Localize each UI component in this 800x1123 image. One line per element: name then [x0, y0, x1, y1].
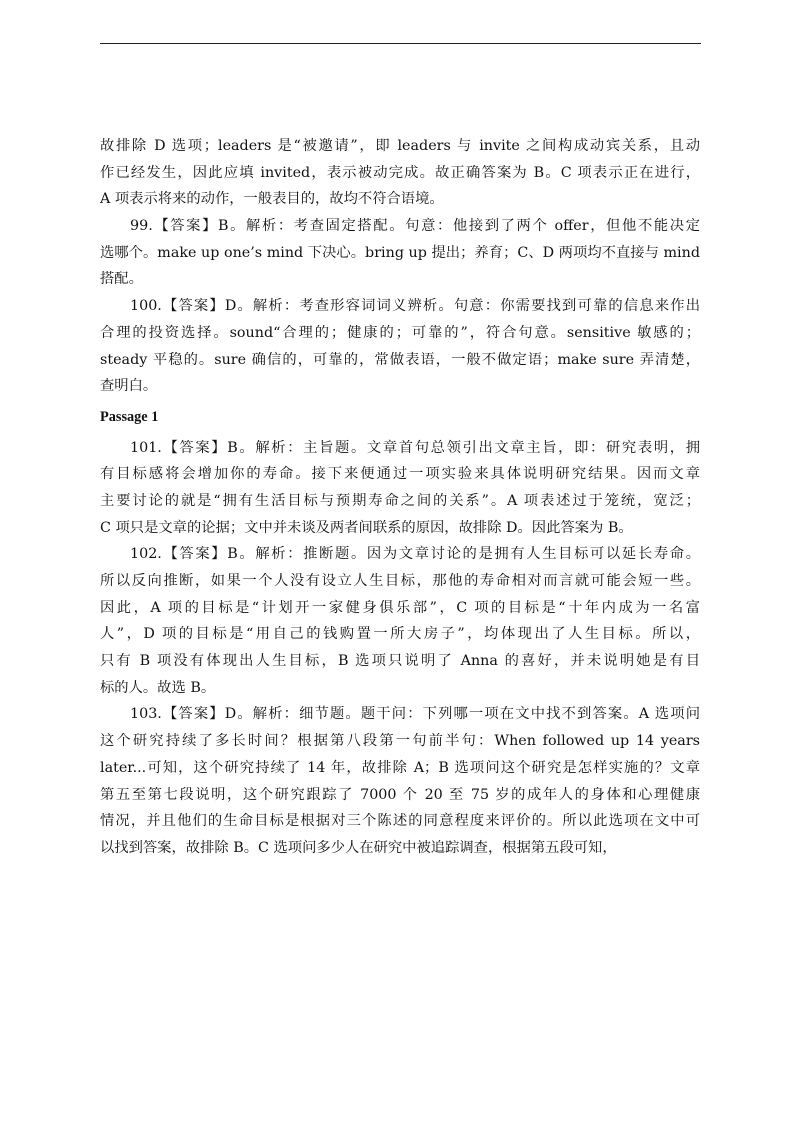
answer-99-line: 搭配。 [100, 271, 143, 288]
answer-99-line: 99.【答案】B。解析：考查固定搭配。句意：他接到了两个 offer，但他不能决定 [130, 218, 700, 235]
answer-101-line: C 项只是文章的论据；文中并未谈及两者间联系的原因，故排除 D。因此答案为 B。 [100, 519, 633, 536]
answer-102-line: 只有 B 项没有体现出人生目标，B 选项只说明了 Anna 的喜好，并未说明她是有目 [100, 653, 700, 670]
answer-103-line: 103.【答案】D。解析：细节题。题干问：下列哪一项在文中找不到答案。A 选项问 [130, 706, 700, 723]
passage-heading: Passage 1 [100, 408, 159, 425]
answer-100-line: 查明白。 [100, 378, 158, 395]
text-line: 作已经发生，因此应填 invited，表示被动完成。故正确答案为 B。C 项表示正在进行， [100, 164, 700, 181]
answer-102-line: 所以反向推断，如果一个人没有设立人生目标，那他的寿命相对而言就可能会短一些。 [100, 573, 700, 589]
answer-explanations [100, 133, 700, 862]
answer-101-line: 101.【答案】B。解析：主旨题。文章首句总领引出文章主旨，即：研究表明，拥 [130, 439, 700, 456]
answer-103-line: later...可知，这个研究持续了 14 年，故排除 A；B 选项问这个研究是怎样实施的？文章 [100, 759, 700, 776]
answer-102-line: 因此，A 项的目标是“计划开一家健身俱乐部”，C 项的目标是“十年内成为一名富 [100, 599, 700, 616]
answer-102-line: 人”，D 项的目标是“用自己的钱购置一所大房子”，均体现出了人生目标。所以， [100, 626, 700, 643]
answer-102-line: 标的人。故选 B。 [100, 679, 216, 696]
answer-101-line: 主要讨论的就是“拥有生活目标与预期寿命之间的关系”。A 项表述过于笼统，宽泛； [100, 492, 700, 509]
answer-100-line: 100.【答案】D。解析：考查形容词词义辨析。句意：你需要找到可靠的信息来作出 [130, 298, 700, 315]
answer-102-line: 102.【答案】B。解析：推断题。因为文章讨论的是拥有人生目标可以延长寿命。 [130, 546, 700, 563]
answer-101-line: 有目标感将会增加你的寿命。接下来便通过一项实验来具体说明研究结果。因而文章 [100, 466, 700, 483]
answer-103-line: 以找到答案，故排除 B。C 选项问多少人在研究中被追踪调查，根据第五段可知， [100, 839, 617, 856]
header-rule [100, 43, 701, 44]
text-line: 故排除 D 选项；leaders 是“被邀请”，即 leaders 与 invite 之间构成动宾关系，且动 [100, 138, 700, 154]
answer-100-line: steady 平稳的。sure 确信的，可靠的，常做表语，一般不做定语；make sure 弄清楚， [100, 351, 700, 368]
answer-103-line: 这个研究持续了多长时间？根据第八段第一句前半句：When followed up 14 years [100, 733, 700, 750]
text-line: A 项表示将来的动作，一般表目的，故均不符合语境。 [100, 191, 444, 208]
answer-99-line: 选哪个。make up one’s mind 下决心。bring up 提出；养育；C、D 两项均不直接与 mind [100, 244, 700, 261]
answer-100-line: 合理的投资选择。sound“合理的；健康的；可靠的”，符合句意。sensitive 敏感的； [100, 324, 700, 341]
answer-103-line: 情况，并且他们的生命目标是根据对三个陈述的同意程度来评价的。所以此选项在文中可 [100, 813, 700, 830]
answer-103-line: 第五至第七段说明，这个研究跟踪了 7000 个 20 至 75 岁的成年人的身体和心理健康 [100, 786, 700, 803]
